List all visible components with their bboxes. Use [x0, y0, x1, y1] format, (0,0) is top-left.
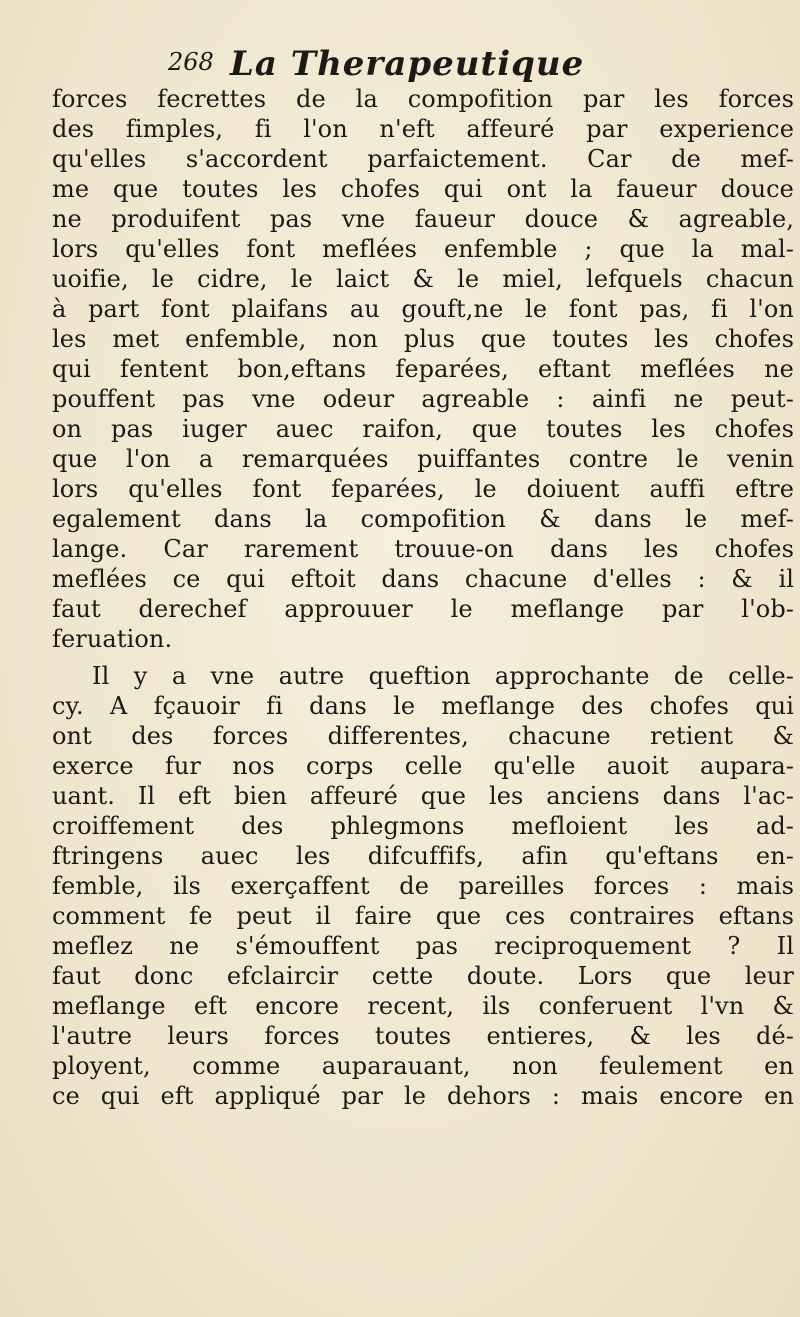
text-line: les met enfemble, non plus que toutes les chofes: [52, 325, 794, 353]
text-line: lors qu'elles font feparées, le doiuent auffi eftre: [52, 475, 794, 503]
running-title: La Therapeutique: [230, 44, 585, 84]
text-line: ont des forces differentes, chacune retient &: [52, 722, 794, 750]
text-line: feruation.: [52, 625, 173, 653]
text-line: meflez ne s'émouffent pas reciproquement ? Il: [52, 932, 794, 960]
text-line: forces fecrettes de la compofition par les forces: [52, 85, 794, 113]
text-line: des fimples, fi l'on n'eft affeuré par experience: [52, 115, 794, 143]
text-line: qu'elles s'accordent parfaictement. Car de mef-: [52, 145, 794, 173]
text-line: pouffent pas vne odeur agreable : ainfi ne peut-: [52, 385, 794, 413]
text-line: faut donc efclaircir cette doute. Lors que leur: [52, 962, 794, 990]
text-line: croiffement des phlegmons mefloient les ad-: [52, 812, 794, 840]
body-text: [52, 84, 794, 1111]
text-line: uoifie, le cidre, le laict & le miel, lefquels chacun: [52, 265, 794, 293]
text-line: exerce fur nos corps celle qu'elle auoit aupara-: [52, 752, 794, 780]
text-line: ployent, comme auparauant, non feulement en: [52, 1052, 794, 1080]
text-line: à part font plaifans au gouft,ne le font pas, fi l'on: [52, 295, 794, 323]
text-line: uant. Il eft bien affeuré que les anciens dans l'ac-: [52, 782, 794, 810]
text-line: ce qui eft appliqué par le dehors : mais encore en: [52, 1082, 794, 1110]
text-line: que l'on a remarquées puiffantes contre le venin: [52, 445, 794, 473]
text-line: comment fe peut il faire que ces contraires eftans: [52, 902, 794, 930]
text-line: me que toutes les chofes qui ont la faueur douce: [52, 175, 794, 203]
text-line: l'autre leurs forces toutes entieres, & les dé-: [52, 1022, 794, 1050]
text-line: faut derechef approuuer le meflange par l'ob-: [52, 595, 794, 623]
text-line: femble, ils exerçaffent de pareilles forces : mais: [52, 872, 794, 900]
text-line: on pas iuger auec raifon, que toutes les chofes: [52, 415, 794, 443]
text-line: qui fentent bon,eftans feparées, eftant meflées ne: [52, 355, 794, 383]
paragraph-1: [52, 84, 794, 654]
page-number: 268: [168, 48, 214, 76]
text-line: meflées ce qui eftoit dans chacune d'elles : & il: [52, 565, 794, 593]
text-line: lange. Car rarement trouue-on dans les chofes: [52, 535, 794, 563]
text-line: Il y a vne autre queftion approchante de celle-: [92, 662, 794, 690]
text-line: cy. A fçauoir fi dans le meflange des chofes qui: [52, 692, 794, 720]
text-line: meflange eft encore recent, ils conferuent l'vn &: [52, 992, 794, 1020]
paragraph-2: [52, 661, 794, 1111]
text-line: ftringens auec les difcuffifs, afin qu'eftans en-: [52, 842, 794, 870]
text-line: egalement dans la compofition & dans le mef-: [52, 505, 794, 533]
text-line: lors qu'elles font meflées enfemble ; que la mal-: [52, 235, 794, 263]
text-line: ne produifent pas vne faueur douce & agreable,: [52, 205, 794, 233]
